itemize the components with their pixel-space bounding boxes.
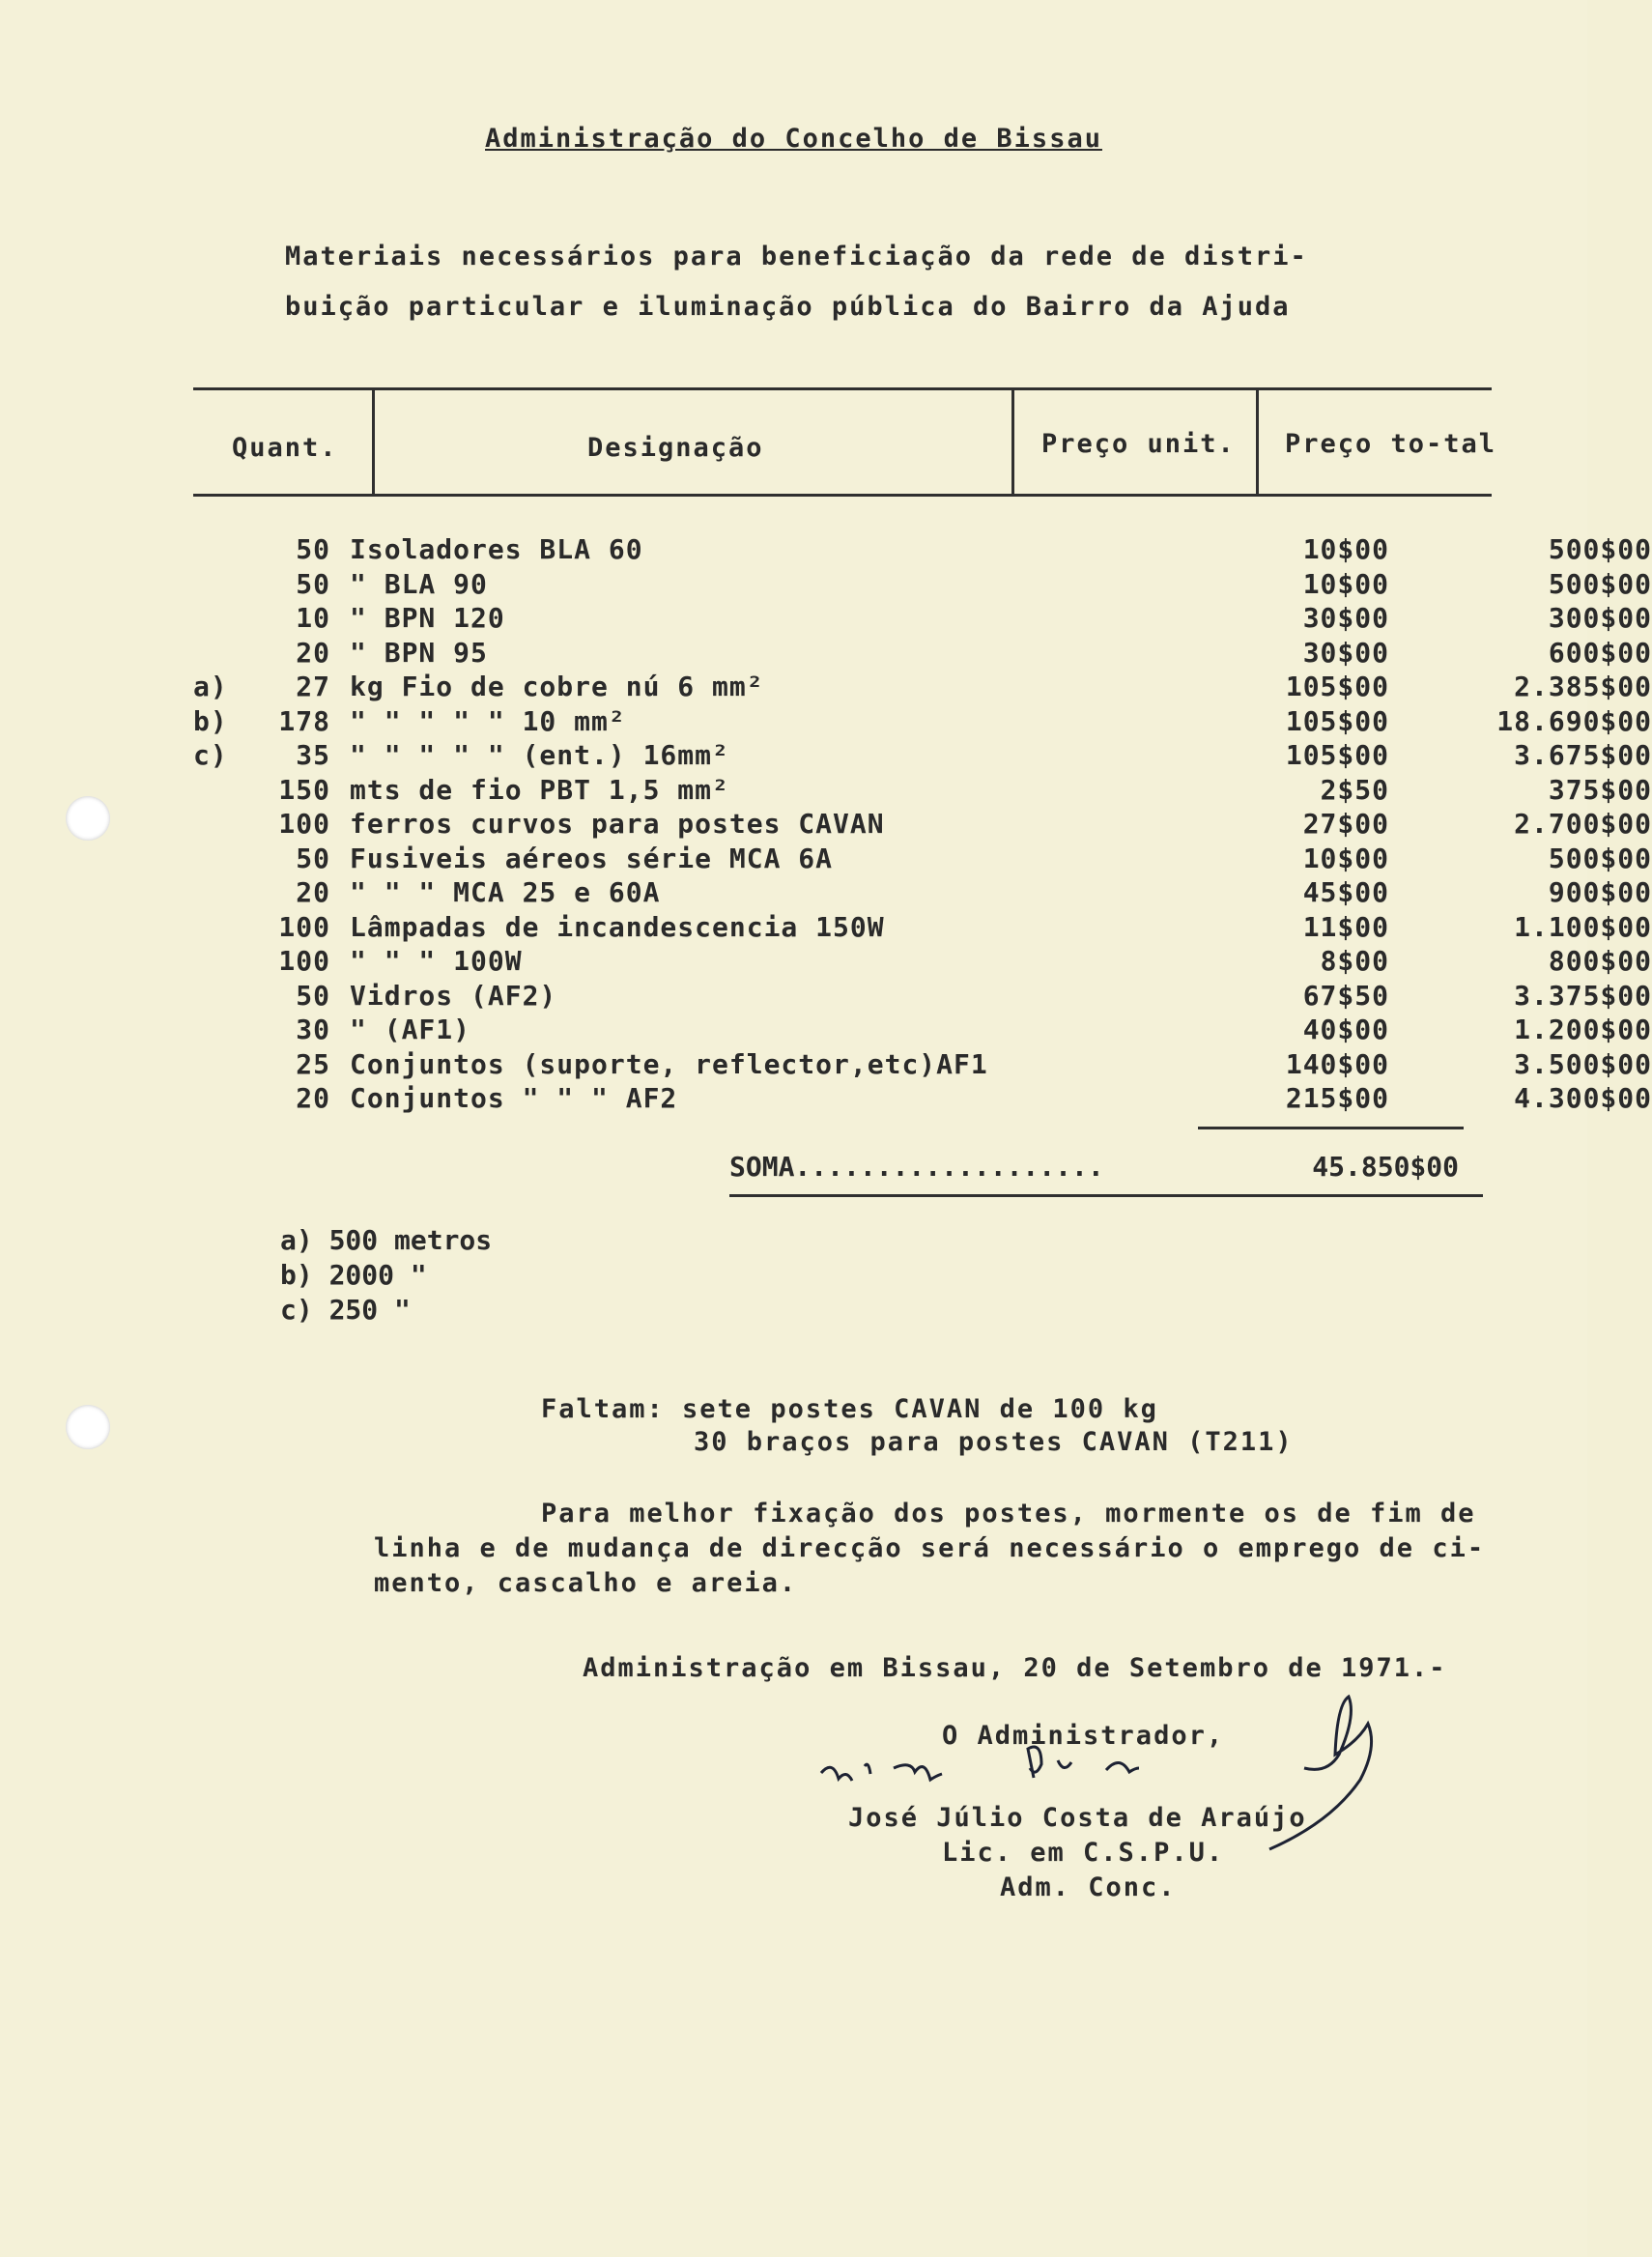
row-designation: " BPN 120 bbox=[350, 602, 505, 634]
row-total-price: 3.500$00 bbox=[1514, 1047, 1652, 1080]
table-row bbox=[193, 945, 1652, 979]
row-designation: Conjuntos " " " AF2 bbox=[350, 1082, 678, 1114]
table-row bbox=[193, 1047, 1652, 1082]
row-quantity: 150 bbox=[278, 773, 330, 806]
row-unit-price: 105$00 bbox=[1285, 671, 1389, 702]
table-header-rule bbox=[193, 494, 1492, 497]
punch-hole bbox=[66, 796, 110, 841]
row-quantity: 100 bbox=[278, 945, 330, 977]
table-row bbox=[193, 704, 1652, 739]
signatory-name: José Júlio Costa de Araújo bbox=[848, 1803, 1307, 1833]
row-quantity: 100 bbox=[278, 910, 330, 943]
row-designation: Conjuntos (suporte, reflector,etc)AF1 bbox=[350, 1047, 988, 1080]
table-row bbox=[193, 739, 1652, 773]
table-row bbox=[193, 808, 1652, 842]
table-row bbox=[193, 979, 1652, 1014]
sum-label: SOMA................... bbox=[729, 1151, 1104, 1183]
header-title: Administração do Concelho de Bissau bbox=[485, 124, 1102, 154]
row-designation: " (AF1) bbox=[350, 1014, 471, 1045]
table-row bbox=[193, 567, 1652, 602]
row-unit-price: 215$00 bbox=[1285, 1082, 1389, 1114]
row-unit-price: 105$00 bbox=[1285, 704, 1389, 737]
table-row bbox=[193, 636, 1652, 671]
row-designation: " " " " " (ent.) 16mm² bbox=[350, 739, 729, 771]
row-quantity: 50 bbox=[296, 533, 330, 565]
row-quantity: 50 bbox=[296, 979, 330, 1012]
row-designation: kg Fio de cobre nú 6 mm² bbox=[350, 671, 764, 702]
row-total-price: 375$00 bbox=[1548, 773, 1652, 806]
row-unit-price: 30$00 bbox=[1302, 636, 1389, 669]
row-designation: " BLA 90 bbox=[350, 567, 488, 600]
row-unit-price: 10$00 bbox=[1302, 842, 1389, 874]
intro-line-2: buição particular e iluminação pública do Bairro da Ajuda bbox=[285, 292, 1291, 322]
note-c: c) 250 " bbox=[280, 1294, 411, 1326]
row-mark: a) bbox=[193, 671, 228, 702]
row-quantity: 50 bbox=[296, 842, 330, 874]
row-quantity: 100 bbox=[278, 808, 330, 840]
table-row bbox=[193, 910, 1652, 945]
table-row bbox=[193, 533, 1652, 567]
col-header-total-price: Preço to-tal bbox=[1285, 429, 1497, 459]
row-total-price: 500$00 bbox=[1548, 842, 1652, 874]
row-mark: b) bbox=[193, 704, 228, 737]
row-quantity: 20 bbox=[296, 636, 330, 669]
table-row bbox=[193, 773, 1652, 808]
row-designation: Vidros (AF2) bbox=[350, 979, 557, 1012]
row-unit-price: 140$00 bbox=[1285, 1047, 1389, 1080]
row-quantity: 20 bbox=[296, 876, 330, 908]
row-total-price: 300$00 bbox=[1548, 602, 1652, 634]
signatory-degree: Lic. em C.S.P.U. bbox=[942, 1838, 1225, 1868]
intro-line-1: Materiais necessários para beneficiação da rede de distri- bbox=[285, 242, 1308, 271]
row-total-price: 18.690$00 bbox=[1496, 704, 1652, 737]
row-designation: Isoladores BLA 60 bbox=[350, 533, 643, 565]
row-quantity: 25 bbox=[296, 1047, 330, 1080]
row-designation: " " " 100W bbox=[350, 945, 523, 977]
row-unit-price: 40$00 bbox=[1302, 1014, 1389, 1045]
signatory-role: Adm. Conc. bbox=[1000, 1872, 1177, 1902]
row-unit-price: 30$00 bbox=[1302, 602, 1389, 634]
sum-value: 45.850$00 bbox=[1312, 1151, 1459, 1183]
col-header-designation: Designação bbox=[587, 433, 764, 463]
row-designation: ferros curvos para postes CAVAN bbox=[350, 808, 885, 840]
row-total-price: 500$00 bbox=[1548, 533, 1652, 565]
row-total-price: 4.300$00 bbox=[1514, 1082, 1652, 1114]
row-total-price: 1.200$00 bbox=[1514, 1014, 1652, 1045]
table-row bbox=[193, 1082, 1652, 1116]
paragraph-line-1: Para melhor fixação dos postes, mormente os de fim de bbox=[541, 1499, 1476, 1528]
row-unit-price: 67$50 bbox=[1302, 979, 1389, 1012]
row-quantity: 35 bbox=[296, 739, 330, 771]
paragraph-line-3: mento, cascalho e areia. bbox=[374, 1568, 798, 1598]
table-row bbox=[193, 671, 1652, 704]
row-total-price: 3.375$00 bbox=[1514, 979, 1652, 1012]
table-row bbox=[193, 842, 1652, 876]
row-total-price: 1.100$00 bbox=[1514, 910, 1652, 943]
table-col-divider bbox=[1011, 387, 1014, 496]
table-row bbox=[193, 876, 1652, 910]
row-quantity: 178 bbox=[278, 704, 330, 737]
row-quantity: 30 bbox=[296, 1014, 330, 1045]
row-unit-price: 2$50 bbox=[1320, 773, 1389, 806]
missing-line-1: Faltam: sete postes CAVAN de 100 kg bbox=[541, 1394, 1158, 1424]
row-unit-price: 105$00 bbox=[1285, 739, 1389, 771]
row-quantity: 10 bbox=[296, 602, 330, 634]
row-quantity: 50 bbox=[296, 567, 330, 600]
row-total-price: 500$00 bbox=[1548, 567, 1652, 600]
row-unit-price: 10$00 bbox=[1302, 533, 1389, 565]
note-b: b) 2000 " bbox=[280, 1259, 427, 1291]
table-row bbox=[193, 1014, 1652, 1047]
row-unit-price: 10$00 bbox=[1302, 567, 1389, 600]
row-unit-price: 45$00 bbox=[1302, 876, 1389, 908]
row-total-price: 2.700$00 bbox=[1514, 808, 1652, 840]
row-designation: Lâmpadas de incandescencia 150W bbox=[350, 910, 885, 943]
row-mark: c) bbox=[193, 739, 228, 771]
row-quantity: 27 bbox=[296, 671, 330, 702]
row-unit-price: 8$00 bbox=[1320, 945, 1389, 977]
punch-hole bbox=[66, 1405, 110, 1449]
place-date: Administração em Bissau, 20 de Setembro de 1971.- bbox=[583, 1653, 1447, 1683]
row-total-price: 800$00 bbox=[1548, 945, 1652, 977]
row-total-price: 900$00 bbox=[1548, 876, 1652, 908]
row-designation: " " " " " 10 mm² bbox=[350, 704, 626, 737]
sum-underline bbox=[729, 1194, 1483, 1197]
row-quantity: 20 bbox=[296, 1082, 330, 1114]
col-header-unit-price: Preço unit. bbox=[1041, 429, 1236, 459]
col-header-qty: Quant. bbox=[232, 433, 338, 463]
table-top-rule bbox=[193, 387, 1492, 390]
total-rule bbox=[1198, 1127, 1464, 1129]
table-col-divider bbox=[372, 387, 375, 496]
row-designation: " " " MCA 25 e 60A bbox=[350, 876, 661, 908]
missing-line-2: 30 braços para postes CAVAN (T211) bbox=[694, 1427, 1294, 1457]
handwritten-signature bbox=[812, 1681, 1430, 1836]
table-col-divider bbox=[1256, 387, 1259, 496]
row-unit-price: 11$00 bbox=[1302, 910, 1389, 943]
signature-title: O Administrador, bbox=[942, 1721, 1225, 1751]
row-total-price: 2.385$00 bbox=[1514, 671, 1652, 702]
row-designation: " BPN 95 bbox=[350, 636, 488, 669]
table-row bbox=[193, 602, 1652, 636]
row-total-price: 3.675$00 bbox=[1514, 739, 1652, 771]
row-unit-price: 27$00 bbox=[1302, 808, 1389, 840]
paragraph-line-2: linha e de mudança de direcção será necessário o emprego de ci- bbox=[374, 1533, 1486, 1563]
row-designation: Fusiveis aéreos série MCA 6A bbox=[350, 842, 834, 874]
row-designation: mts de fio PBT 1,5 mm² bbox=[350, 773, 729, 806]
note-a: a) 500 metros bbox=[280, 1224, 493, 1256]
row-total-price: 600$00 bbox=[1548, 636, 1652, 669]
